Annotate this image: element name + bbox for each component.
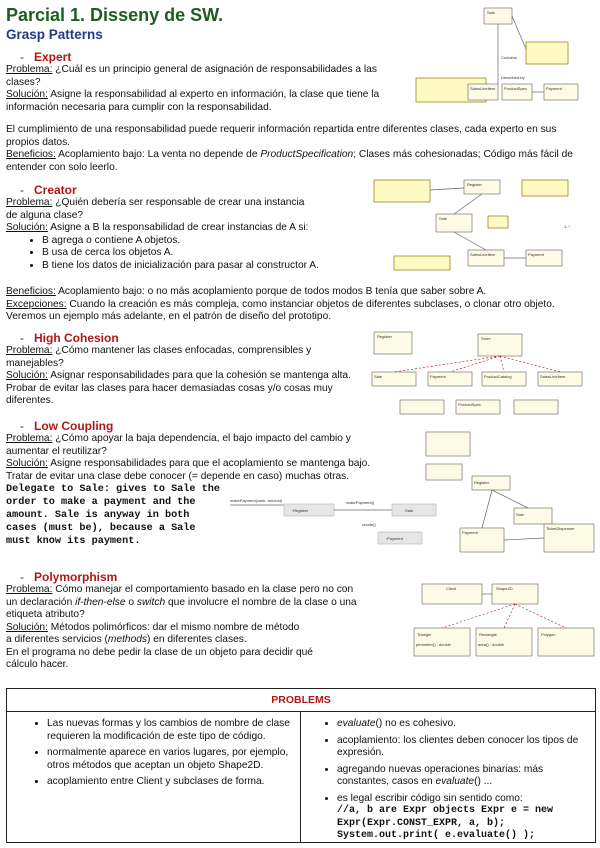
creator-problem: Problema: ¿Quién debería ser responsable de crear una instancia de alguna clase? <box>6 197 305 221</box>
expert-section <box>6 50 398 114</box>
cohesion-problem: Problema: ¿Cómo mantener las clases enfocadas, comprensibles y manejables? <box>6 345 312 369</box>
list-item: • acoplamiento: los clientes deben conocer los tipos de expresión. <box>337 735 587 760</box>
uml-label: Client <box>446 586 457 591</box>
problems-left-column <box>7 712 301 842</box>
expert-problem: Problema: ¿Cuál es un principio general de asignación de responsabilidades a las clases? <box>6 64 377 88</box>
problems-table <box>6 688 596 843</box>
polymorphism-uml-diagram <box>410 580 596 660</box>
problems-right-column <box>301 712 595 842</box>
coupling-problem: Problema: ¿Cómo apoyar la baja dependencia, el bajo impacto del cambio y aumentar el reutilizar? <box>6 433 351 457</box>
coupling-note: Tratar de evitar una clase debe conocer (= depende en caso) muchas otras. <box>6 470 350 482</box>
list-item: • normalmente aparece en varios lugares, por ejemplo, otros métodos que aceptan un objeto Shape2D. <box>47 747 292 772</box>
uml-label: SalesLineItem <box>470 252 496 257</box>
uml-label: Polygon <box>541 632 556 637</box>
cohesion-uml-diagram <box>370 330 596 420</box>
expert-heading: - Expert <box>20 50 72 64</box>
list-item: • B tiene los datos de inicialización para pasar al constructor A. <box>42 260 398 273</box>
uml-label: Register <box>474 480 489 485</box>
expert-note: El cumplimiento de una responsabilidad puede requerir información repartida entre diferentes clases, cada experto en sus propios datos. <box>6 124 557 148</box>
uml-label: Sale <box>374 374 383 379</box>
uml-label: SalesLineItem <box>470 86 496 91</box>
creator-solution: Solución: Asigne a B la responsabilidad de crear instancias de A si: <box>6 222 309 233</box>
creator-bullets <box>6 235 398 273</box>
uml-label: Register <box>377 334 392 339</box>
coupling-solution: Solución: Asigne responsabilidades para que el acoplamiento se mantenga bajo. <box>6 458 371 469</box>
polymorphism-solution: Solución: Métodos polimórficos: dar el mismo nombre de método a diferentes servicios (methods) en diferentes clases. <box>6 621 300 645</box>
expert-continued <box>6 124 592 174</box>
cohesion-heading: - High Cohesion <box>20 331 119 345</box>
uml-label: create() <box>362 522 376 527</box>
uml-label: :Register <box>292 508 309 513</box>
code-sample: //a, b are Expr objects Expr e = new Expr(Expr.CONST_EXPR, a, b); System.out.print( e.evaluate() ); <box>337 805 554 841</box>
uml-label: makePayment(cash, amount) <box>230 498 283 503</box>
uml-label: Payment <box>528 252 544 257</box>
uml-label: TicketDispenser <box>546 526 575 531</box>
uml-label: ProductSpec <box>458 402 481 407</box>
expert-uml-diagram <box>408 4 596 122</box>
problems-heading: PROBLEMS <box>7 689 595 712</box>
cohesion-section <box>6 331 366 408</box>
page-title: Parcial 1. Disseny de SW. <box>6 5 224 25</box>
uml-label: Described-by <box>501 75 525 80</box>
creator-section <box>6 183 398 272</box>
creator-continued <box>6 286 592 324</box>
uml-label: Sale <box>439 216 448 221</box>
creator-benefits: Beneficios: Acoplamiento bajo: o no más acoplamiento porque de todos modos B tenía que saber sobre A. <box>6 286 487 297</box>
creator-heading: - Creator <box>20 183 77 197</box>
list-item: • B usa de cerca los objetos A. <box>42 247 398 260</box>
polymorphism-heading: - Polymorphism <box>20 570 118 584</box>
creator-exceptions: Excepciones: Cuando la creación es más compleja, como instanciar objetos de diferentes subclases, o clonar otro objeto. Veremos un ejemplo más adelante, en el patrón de diseño del prototipo. <box>6 298 555 322</box>
expert-solution: Solución: Asigne la responsabilidad al experto en información, la clase que tiene la información necesaria para cumplir con la responsabilidad. <box>6 89 380 113</box>
uml-label: Triangle <box>417 632 432 637</box>
creator-uml-diagram <box>372 176 596 274</box>
uml-label: Shape2D <box>496 586 513 591</box>
uml-label: Contains <box>501 55 517 60</box>
uml-label: Register <box>467 182 482 187</box>
uml-label: makePayment() <box>346 500 375 505</box>
uml-label: ProductSpec <box>504 86 527 91</box>
list-item: • evaluate() no es cohesivo. <box>337 718 587 731</box>
section-subtitle: Grasp Patterns <box>6 27 103 42</box>
uml-label: 1..* <box>564 224 571 229</box>
uml-label: perimeter() : double <box>416 642 451 647</box>
uml-label: Payment <box>430 374 446 379</box>
list-item: • agregando nuevas operaciones binarias: más constantes, casos en evaluate() ... <box>337 764 587 789</box>
uml-label: :Sale <box>404 508 414 513</box>
coupling-code-note: Delegate to Sale: gives to Sale the order to make a payment and the amount. Sale is anyway in both cases (must be), because a Sale must know its payment. <box>6 484 220 547</box>
uml-label: :Payment <box>386 536 403 541</box>
polymorphism-problem: Problema: Cómo manejar el comportamiento basado en la clase pero no con un declaración if-then-else o switch que involucre el nombre de la clase o una etiqueta atributo? <box>6 584 357 620</box>
uml-label: Store <box>481 336 491 341</box>
expert-benefits: Beneficios: Acoplamiento bajo: La venta no depende de ProductSpecification; Clases más cohesionadas; Código más fácil de entender con solo leerlo. <box>6 149 573 173</box>
polymorphism-note: En el programa no debe pedir la clase de un objeto para decidir qué cálculo hacer. <box>6 646 313 670</box>
coupling-uml-diagram <box>228 428 596 570</box>
uml-label: ProductCatalog <box>484 374 512 379</box>
uml-label: Payment <box>462 530 478 535</box>
uml-label: SalesLineItem <box>540 374 566 379</box>
uml-label: area() : double <box>478 642 505 647</box>
list-item: • Las nuevas formas y los cambios de nombre de clase requieren la modificación de este tipo de código. <box>47 718 292 743</box>
list-item: • es legal escribir código sin sentido como: //a, b are Expr objects Expr e = new Expr(Expr.CONST_EXPR, a, b); System.out.print( e.evaluate() ); <box>337 793 587 843</box>
polymorphism-section <box>6 570 366 672</box>
uml-label: Payment <box>546 86 562 91</box>
uml-label: Sale <box>487 10 496 15</box>
list-item: • B agrega o contiene A objetos. <box>42 235 398 248</box>
uml-label: Rectangle <box>479 632 498 637</box>
uml-label: Sale <box>516 512 525 517</box>
cohesion-solution: Solución: Asignar responsabilidades para que la cohesión se mantenga alta. Probar de evitar las clases para hacer demasiadas cosas y/o cosas muy diferentes. <box>6 370 351 406</box>
coupling-heading: - Low Coupling <box>20 419 114 433</box>
list-item: • acoplamiento entre Client y subclases de forma. <box>47 776 292 789</box>
